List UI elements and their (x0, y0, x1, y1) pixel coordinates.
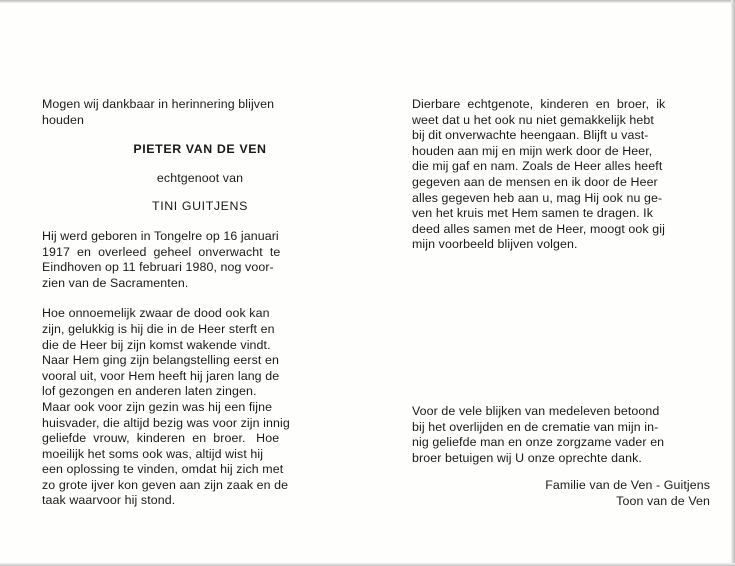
left-column (42, 97, 358, 509)
deceased-name: PIETER VAN DE VEN (133, 142, 267, 157)
biography-text: Hij werd geboren in Tongelre op 16 januari 1917 en overleed geheel onverwacht te Eindhoven op 11 februari 1980, nog voor- zien van de Sacramenten. (42, 228, 281, 290)
thanks-text: Voor de vele blijken van medeleven betoond bij het overlijden en de crematie van mijn in- nig geliefde man en onze zorgzame vader en broer betuigen wij U onze oprechte dank. (412, 404, 665, 465)
tribute-text: Hoe onnoemelijk zwaar de dood ook kan zijn, gelukkig is hij die in de Heer sterft en die de Heer bij zijn komst wakende vindt. Naar Hem ging zijn belangstelling eerst en vooral uit, voor Hem heeft hij jaren lang de lof gezongen en anderen laten zingen. Maar ook voor zijn gezin was hij een fijne huisvader, die altijd bezig was voor zijn innig geliefde vrouw, kinderen en broer. Hoe moeilijk het soms ook was, altijd wist hij een oplossing te vinden, omdat hij zich met zo grote ijver kon geven aan zijn zaak en de taak waarvoor hij stond. (42, 306, 290, 508)
card-edge-top (0, 0, 735, 3)
intro-text: Mogen wij dankbaar in herinnering blijven houden (42, 97, 275, 127)
card-edge-right (731, 0, 735, 566)
spouse-name: TINI GUITJENS (152, 199, 248, 214)
signature-family: Familie van de Ven - Guitjens (545, 478, 710, 493)
signature-person: Toon van de Ven (616, 493, 710, 508)
right-column (412, 97, 720, 253)
thanks-block (412, 404, 722, 510)
farewell-text: Dierbare echtgenote, kinderen en broer, ik weet dat u het ook nu niet gemakkelijk hebt bij dit onverwachte heengaan. Blijft u vast- houden aan mij en mijn werk door de Heer, die mij gaf en nam. Zoals de Heer alles heeft gegeven aan de mensen en ik door de Heer alles gegeven heb aan u, mag Hij ook nu ge- ven het kruis met Hem samen te dragen. Ik deed alles samen met de Heer, moogt ook gij mijn voorbeeld blijven volgen. (412, 97, 666, 252)
relation-text: echtgenoot van (156, 170, 244, 185)
